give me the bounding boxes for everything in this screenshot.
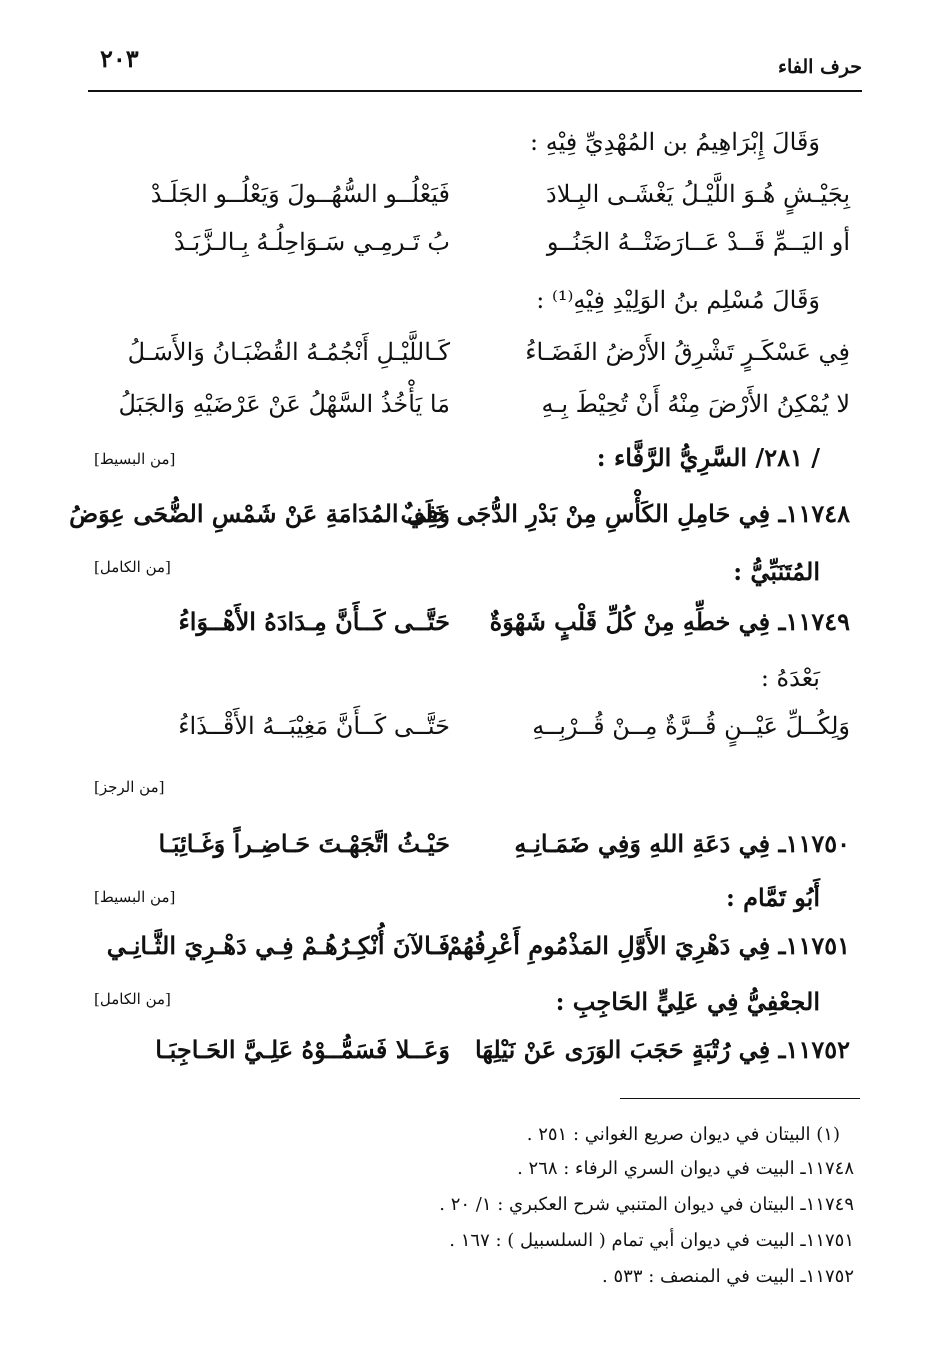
footnote: ١١٧٥١ـ البيت في ديوان أبي تمام ( السلسبيل ) : ١٦٧ . xyxy=(449,1230,854,1251)
verse-11748-first-hemistich: ١١٧٤٨ـ فِي حَامِلِ الكَأْسِ مِنْ بَدْرِ الدُّجَى خَلَفٌ xyxy=(400,499,850,528)
verse-11751-first-hemistich: ١١٧٥١ـ فِي دَهْرِيَ الأَوَّلِ المَذْمُومِ أَعْرِفُهُمْ xyxy=(447,931,850,960)
verse-11748-second-hemistich: وَفِي المُدَامَةِ عَنْ شَمْسِ الضُّحَى عِوَضُ xyxy=(69,499,450,528)
verse-11752-first-hemistich: ١١٧٥٢ـ فِي رُتْبَةٍ حَجَبَ الوَرَى عَنْ نَيْلِهَا xyxy=(475,1035,850,1064)
section-heading-jaafi: الجعْفِيُّ فِي عَلِيٍّ الحَاجِبِ : xyxy=(555,987,820,1016)
header-rule xyxy=(88,90,862,92)
meter-label: [من الكامل] xyxy=(94,558,171,576)
page-number: ٢٠٣ xyxy=(100,44,139,73)
footnote-rule xyxy=(620,1098,860,1099)
footnote: ١١٧٤٩ـ البيتان في ديوان المتنبي شرح العكبري : ١/ ٢٠ . xyxy=(439,1194,854,1215)
verse-2-first-hemistich: أو اليَــمِّ قَــدْ عَــارَضَتْــهُ الجَنُــو xyxy=(546,228,850,256)
section-heading-mutanabbi: المُتَنَبِّيُّ : xyxy=(733,557,820,586)
intro-ibrahim: وَقَالَ إِبْرَاهِيمُ بن المُهْدِيِّ فِيْهِ : xyxy=(529,128,820,156)
verse-11751-second-hemistich: فَـالآنَ أُنْكِـرُهُـمْ فِـي دَهْـرِيَ الثَّـانِـي xyxy=(106,931,450,960)
verse-3-second-hemistich: كَـاللَّيْـلِ أَنْجُمُـهُ القُضْبَـانُ وَالأَسَـلُ xyxy=(127,338,450,366)
verse-baadah-first-hemistich: وَلِكُــلِّ عَيْــنٍ قُــرَّةٌ مِــنْ قُــرْبِــهِ xyxy=(532,712,850,740)
verse-11749-first-hemistich: ١١٧٤٩ـ فِي خطِّهِ مِنْ كُلِّ قَلْبٍ شَهْوَةٌ xyxy=(489,607,850,636)
verse-11750-first-hemistich: ١١٧٥٠ـ فِي دَعَةِ اللهِ وَفِي ضَمَـانِـهِ xyxy=(514,829,850,858)
footnote: (١) البيتان في ديوان صريع الغواني : ٢٥١ . xyxy=(526,1124,840,1145)
section-heading-281: / ٢٨١/ السَّرِيُّ الرَّفَّاء : xyxy=(596,443,820,472)
verse-2-second-hemistich: بُ تَـرمِـي سَـوَاحِلُـهُ بِـالـزَّبَـدْ xyxy=(173,228,450,256)
chapter-title: حرف الفاء xyxy=(778,56,862,78)
verse-4-second-hemistich: مَا يَأْخُذُ السَّهْلُ عَنْ عَرْضَيْهِ وَالجَبَلُ xyxy=(118,390,450,418)
verse-11750-second-hemistich: حَيْـثُ اتَّجَهْـتَ حَـاضِـراً وَغَـائِبَـا xyxy=(158,829,450,858)
verse-11752-second-hemistich: وَعَــلا فَسَمُّــوْهُ عَلِـيَّ الحَـاجِبَـا xyxy=(155,1035,450,1064)
meter-label: [من البسيط] xyxy=(94,888,176,906)
footnote: ١١٧٥٢ـ البيت في المنصف : ٥٣٣ . xyxy=(602,1266,854,1287)
verse-1-second-hemistich: فَيَعْلُــو السُّهُــولَ وَيَعْلُــو الجَلَـدْ xyxy=(150,180,450,208)
meter-label: [من الكامل] xyxy=(94,990,171,1008)
section-heading-baadah: بَعْدَهُ : xyxy=(760,664,820,692)
verse-1-first-hemistich: بِجَيْـشٍ هُـوَ اللَّيْـلُ يَغْشَـى البِـلادَ xyxy=(546,180,850,208)
verse-11749-second-hemistich: حَتَّــى كَــأَنَّ مِـدَادَهُ الأَهْــوَاءُ xyxy=(178,607,450,636)
section-heading-abu-tammam: أَبُو تَمَّام : xyxy=(725,883,820,912)
verse-3-first-hemistich: فِي عَسْكَـرٍ تَشْرِقُ الأَرْضُ الفَضَـاءُ xyxy=(525,338,850,366)
intro-muslim: وَقَالَ مُسْلِم بنُ الوَلِيْدِ فِيْهِ⁽¹⁾ : xyxy=(536,286,820,314)
verse-4-first-hemistich: لا يُمْكِنُ الأَرْضَ مِنْهُ أَنْ تُحِيْطَ بِـهِ xyxy=(541,390,850,418)
verse-baadah-second-hemistich: حَتَّــى كَــأَنَّ مَغِيْبَــهُ الأَقْــذَاءُ xyxy=(178,712,450,740)
footnote: ١١٧٤٨ـ البيت في ديوان السري الرفاء : ٢٦٨ . xyxy=(517,1158,854,1179)
meter-label: [من الرجز] xyxy=(94,778,165,796)
meter-label: [من البسيط] xyxy=(94,450,176,468)
